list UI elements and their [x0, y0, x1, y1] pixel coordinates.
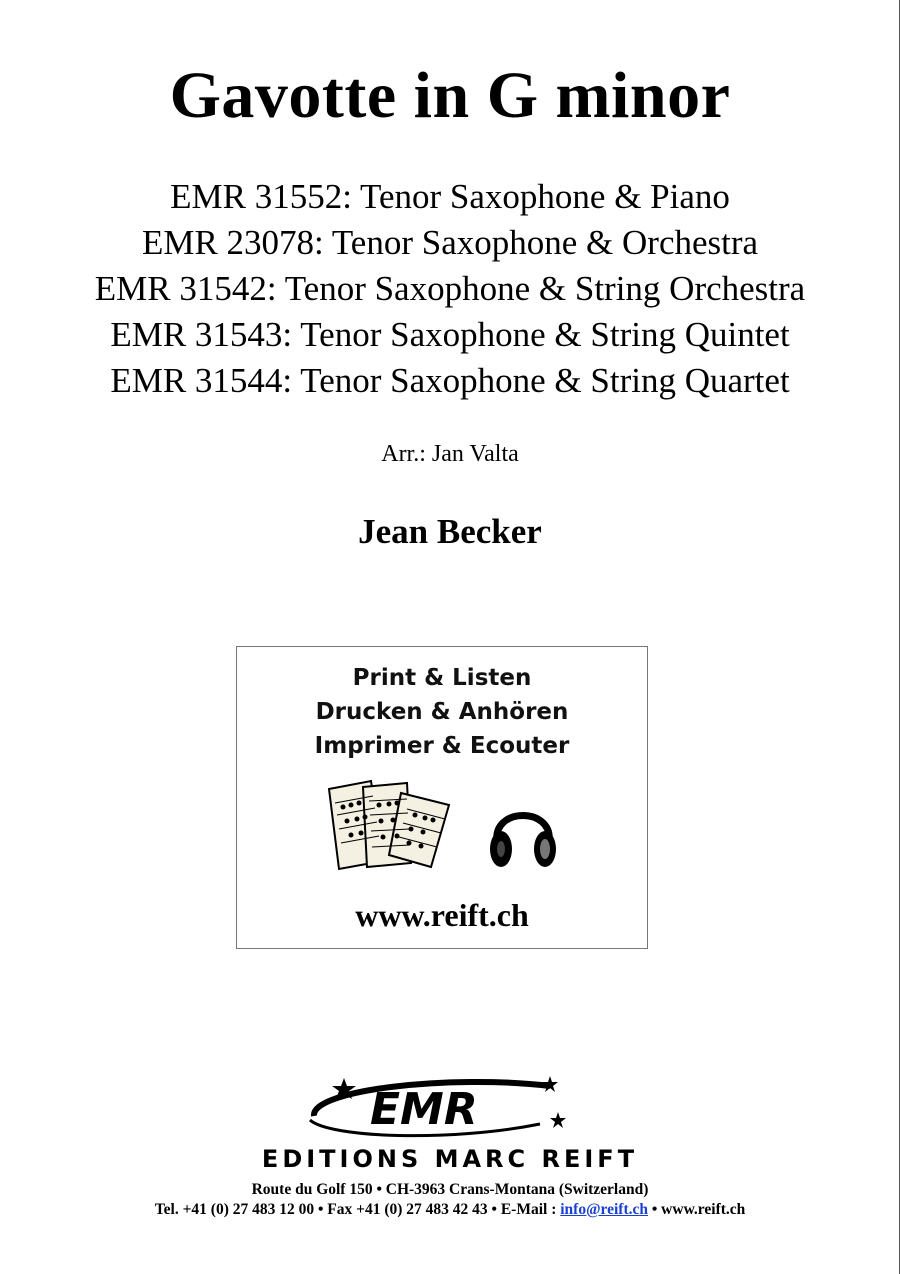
composer-name: Jean Becker: [358, 512, 542, 551]
promo-line-english: Print & Listen: [352, 665, 532, 691]
promo-line-french: Imprimer & Ecouter: [314, 733, 570, 759]
edition-item: EMR 31542: Tenor Saxophone & String Orchestra: [94, 269, 806, 308]
sheet-music-icon: [327, 779, 453, 871]
edition-item: EMR 31543: Tenor Saxophone & String Quintet: [110, 315, 790, 354]
contact-phone-fax: Tel. +41 (0) 27 483 12 00 • Fax +41 (0) 27 483 42 43 • E-Mail :: [154, 1201, 561, 1218]
emr-logo: [300, 1072, 580, 1146]
edition-item: EMR 23078: Tenor Saxophone & Orchestra: [141, 223, 759, 262]
print-listen-box: [236, 646, 648, 949]
promo-line-german: Drucken & Anhören: [315, 699, 569, 725]
contact-website[interactable]: • www.reift.ch: [648, 1201, 746, 1218]
publisher-address: Route du Golf 150 • CH-3963 Crans-Montana (Switzerland): [251, 1181, 649, 1198]
promo-website[interactable]: www.reift.ch: [355, 897, 529, 933]
headphones-icon: [487, 793, 559, 871]
edition-list: [0, 174, 900, 404]
edition-item: EMR 31552: Tenor Saxophone & Piano: [170, 177, 730, 216]
email-link[interactable]: info@reift.ch: [560, 1201, 648, 1218]
promo-text: [237, 661, 647, 763]
publisher-contact: [0, 1200, 900, 1220]
edition-item: EMR 31544: Tenor Saxophone & String Quartet: [110, 361, 790, 400]
arranger-credit: Arr.: Jan Valta: [381, 441, 519, 467]
piece-title: Gavotte in G minor: [169, 59, 731, 132]
logo-text: EMR: [370, 1084, 478, 1135]
publisher-name: EDITIONS MARC REIFT: [261, 1145, 639, 1173]
